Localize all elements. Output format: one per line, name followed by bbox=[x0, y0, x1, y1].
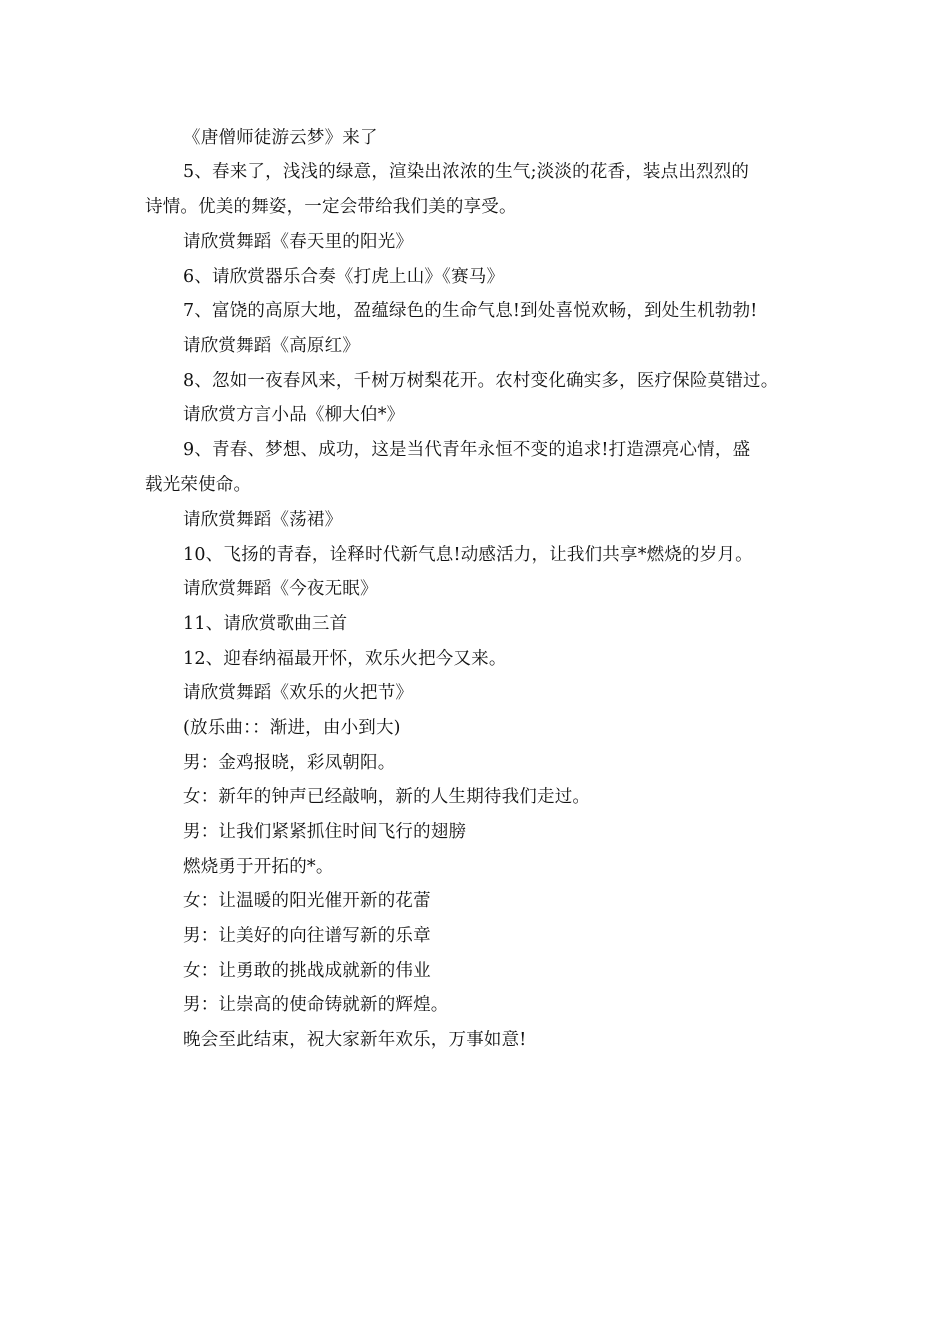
text-line: 晚会至此结束，祝大家新年欢乐，万事如意! bbox=[183, 1030, 527, 1050]
text-line: 请欣赏舞蹈《荡裙》 bbox=[183, 510, 343, 530]
text-line: 女：让勇敢的挑战成就新的伟业 bbox=[183, 961, 431, 981]
text-line: 女：新年的钟声已经敲响，新的人生期待我们走过。 bbox=[183, 787, 591, 807]
text-line: 10、飞扬的青春，诠释时代新气息!动感活力，让我们共享*燃烧的岁月。 bbox=[183, 545, 753, 565]
text-line: 请欣赏舞蹈《今夜无眠》 bbox=[183, 579, 378, 599]
text-line: 8、忽如一夜春风来，千树万树梨花开。农村变化确实多，医疗保险莫错过。 bbox=[183, 371, 779, 391]
text-line: 7、富饶的高原大地，盈蕴绿色的生命气息!到处喜悦欢畅，到处生机勃勃! bbox=[183, 301, 758, 321]
text-line: 男：让我们紧紧抓住时间飞行的翅膀 bbox=[183, 822, 467, 842]
text-line: 请欣赏舞蹈《高原红》 bbox=[183, 336, 360, 356]
text-line: 载光荣使命。 bbox=[145, 475, 252, 495]
text-line: 6、请欣赏器乐合奏《打虎上山》《赛马》 bbox=[183, 267, 505, 287]
text-line: 《唐僧师徒游云梦》来了 bbox=[183, 128, 378, 148]
text-line: 男：让美好的向往谱写新的乐章 bbox=[183, 926, 431, 946]
text-line: (放乐曲：：渐进，由小到大) bbox=[183, 718, 401, 738]
text-line: 男：金鸡报晓，彩凤朝阳。 bbox=[183, 753, 396, 773]
text-line: 请欣赏方言小品《柳大伯*》 bbox=[183, 405, 405, 425]
text-line: 12、迎春纳福最开怀，欢乐火把今又来。 bbox=[183, 649, 507, 669]
text-line: 9、青春、梦想、成功，这是当代青年永恒不变的追求!打造漂亮心情，盛 bbox=[183, 440, 751, 460]
text-line: 女：让温暖的阳光催开新的花蕾 bbox=[183, 891, 431, 911]
text-line: 请欣赏舞蹈《欢乐的火把节》 bbox=[183, 683, 414, 703]
text-line: 男：让崇高的使命铸就新的辉煌。 bbox=[183, 995, 449, 1015]
text-line: 5、春来了，浅浅的绿意，渲染出浓浓的生气;淡淡的花香，装点出烈烈的 bbox=[183, 162, 750, 182]
text-line: 燃烧勇于开拓的*。 bbox=[183, 857, 334, 877]
text-line: 请欣赏舞蹈《春天里的阳光》 bbox=[183, 232, 414, 252]
text-line: 11、请欣赏歌曲三首 bbox=[183, 614, 348, 634]
text-line: 诗情。优美的舞姿，一定会带给我们美的享受。 bbox=[145, 197, 517, 217]
